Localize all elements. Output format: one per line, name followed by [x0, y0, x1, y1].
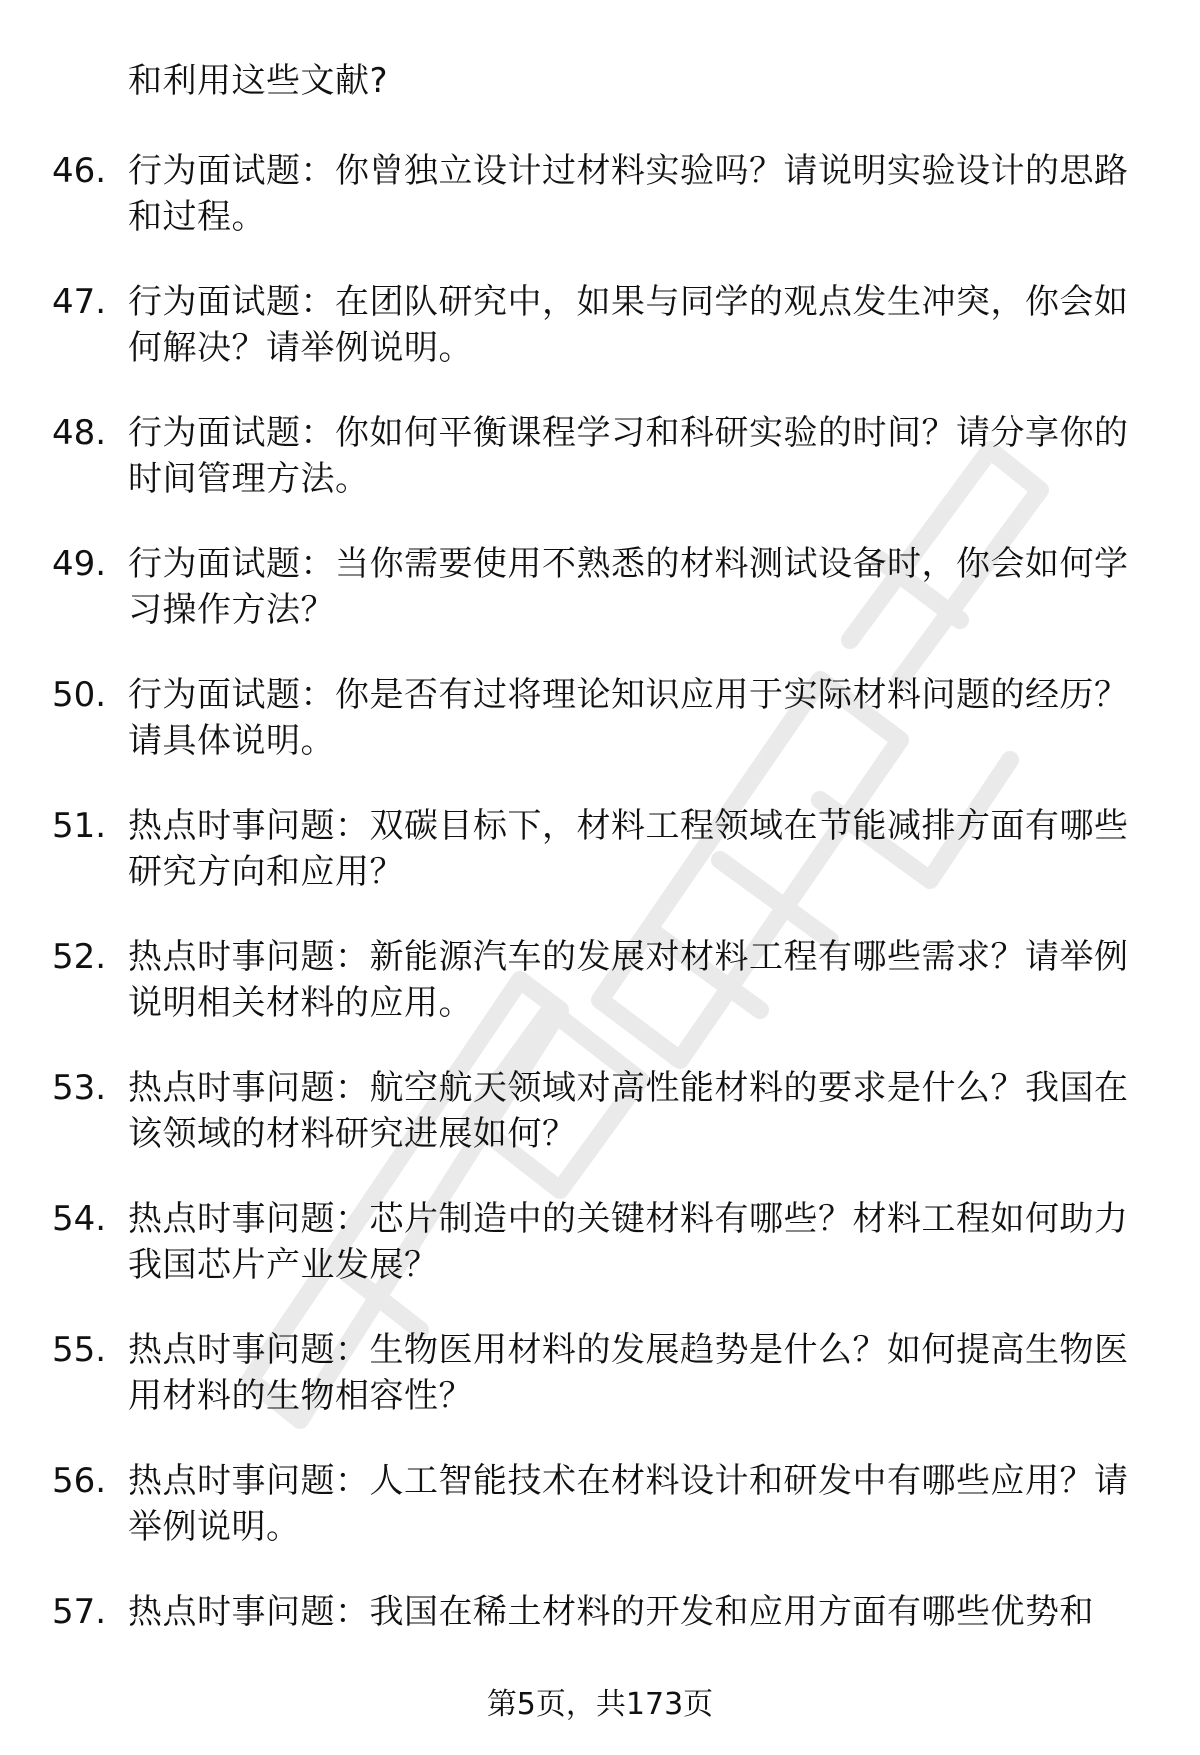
question-text: 行为面试题：你是否有过将理论知识应用于实际材料问题的经历？请具体说明。 [128, 675, 1129, 761]
question-item [0, 1196, 1200, 1327]
question-number: 57. [52, 1592, 107, 1632]
question-item [0, 279, 1200, 410]
question-item [0, 672, 1200, 803]
question-item [0, 803, 1200, 934]
question-item [0, 410, 1200, 541]
question-text: 热点时事问题：双碳目标下，材料工程领域在节能减排方面有哪些研究方向和应用？ [128, 806, 1129, 892]
question-text: 热点时事问题：人工智能技术在材料设计和研发中有哪些应用？请举例说明。 [128, 1461, 1129, 1547]
question-text: 行为面试题：当你需要使用不熟悉的材料测试设备时，你会如何学习操作方法？ [128, 544, 1129, 630]
question-number: 46. [52, 151, 107, 191]
question-text: 热点时事问题：航空航天领域对高性能材料的要求是什么？我国在该领域的材料研究进展如何？ [128, 1068, 1129, 1154]
question-text: 热点时事问题：新能源汽车的发展对材料工程有哪些需求？请举例说明相关材料的应用。 [128, 937, 1129, 1023]
question-number: 54. [52, 1199, 107, 1239]
question-text: 行为面试题：你曾独立设计过材料实验吗？请说明实验设计的思路和过程。 [128, 151, 1129, 237]
question-number: 55. [52, 1330, 107, 1370]
question-item [0, 1327, 1200, 1458]
question-item [0, 1458, 1200, 1589]
page-number-footer: 第5页，共173页 [486, 1687, 714, 1722]
question-list [0, 148, 1200, 1720]
question-text: 行为面试题：你如何平衡课程学习和科研实验的时间？请分享你的时间管理方法。 [128, 413, 1129, 499]
question-number: 50. [52, 675, 107, 715]
question-number: 49. [52, 544, 107, 584]
question-number: 48. [52, 413, 107, 453]
question-number: 52. [52, 937, 107, 977]
question-text: 热点时事问题：芯片制造中的关键材料有哪些？材料工程如何助力我国芯片产业发展？ [128, 1199, 1129, 1285]
question-text: 热点时事问题：我国在稀土材料的开发和应用方面有哪些优势和 [128, 1592, 1094, 1632]
question-number: 47. [52, 282, 107, 322]
question-item [0, 934, 1200, 1065]
question-text: 热点时事问题：生物医用材料的发展趋势是什么？如何提高生物医用材料的生物相容性？ [128, 1330, 1129, 1416]
continuation-text: 和利用这些文献? [128, 61, 389, 101]
question-number: 56. [52, 1461, 107, 1501]
question-item [0, 148, 1200, 279]
question-text: 行为面试题：在团队研究中，如果与同学的观点发生冲突，你会如何解决？请举例说明。 [128, 282, 1129, 368]
question-item [0, 541, 1200, 672]
question-item [0, 1065, 1200, 1196]
question-number: 53. [52, 1068, 107, 1108]
question-number: 51. [52, 806, 107, 846]
